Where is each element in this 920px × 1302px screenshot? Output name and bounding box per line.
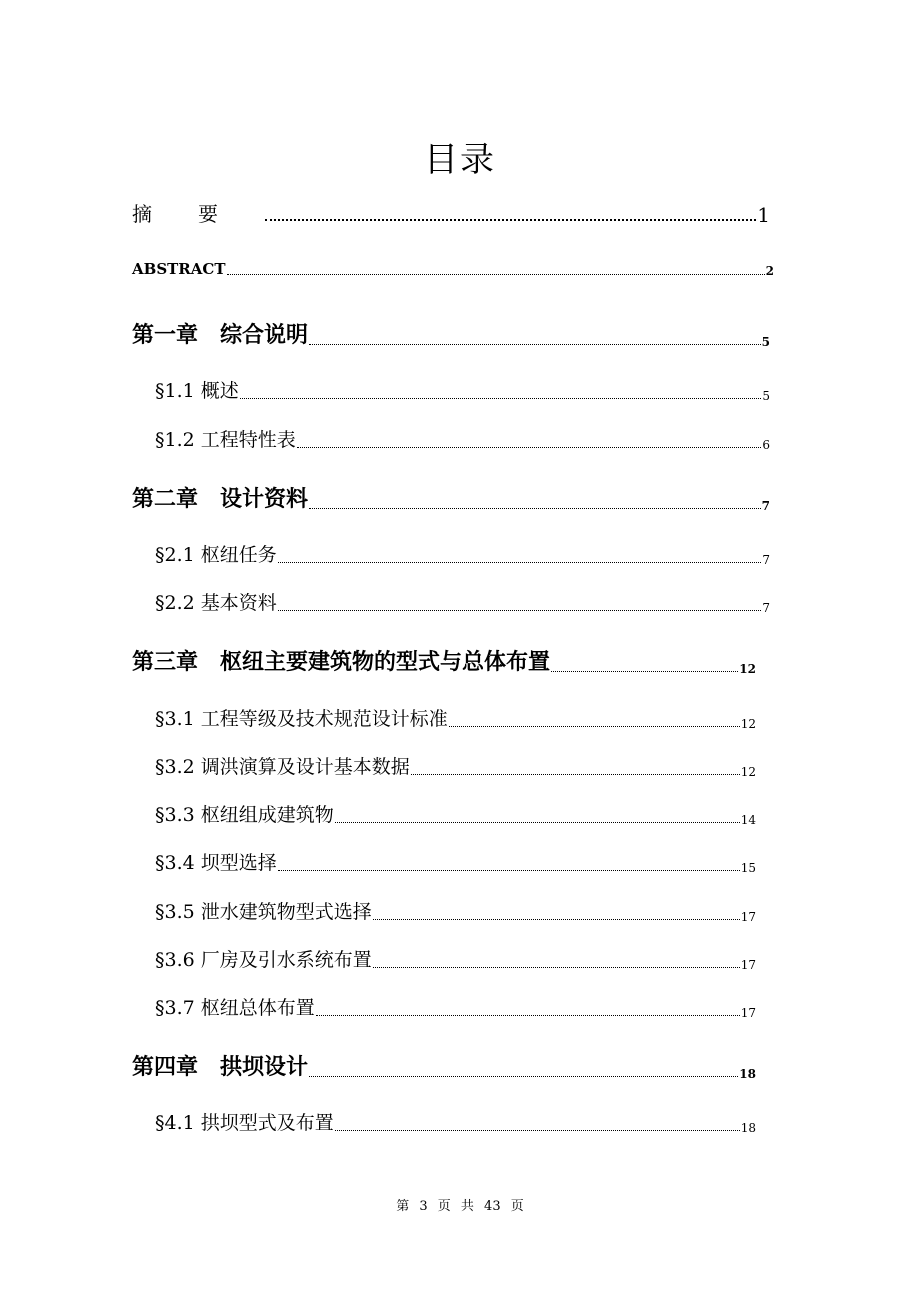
dot-leader <box>373 919 740 920</box>
toc-entry-page: 15 <box>740 861 756 875</box>
dot-leader <box>551 671 738 672</box>
toc-entry-abstract[interactable] <box>132 260 774 278</box>
toc-entry-label: §3.3 枢纽组成建筑物 <box>155 804 334 826</box>
toc-entry-page: 12 <box>740 717 756 731</box>
toc-entry-page: 5 <box>761 335 770 349</box>
toc-entry-label: §3.6 厂房及引水系统布置 <box>155 949 372 971</box>
dot-leader <box>278 610 762 611</box>
dot-leader <box>227 274 765 275</box>
dot-leader <box>265 219 756 221</box>
toc-entry-page: 14 <box>740 813 756 827</box>
toc-entry-section[interactable] <box>155 752 756 779</box>
dot-leader <box>309 1076 738 1077</box>
toc-entry-label: §3.2 调洪演算及设计基本数据 <box>155 756 410 778</box>
dot-leader <box>449 726 740 727</box>
toc-entry-page: 18 <box>740 1121 756 1135</box>
dot-leader <box>373 967 740 968</box>
toc-entry-section[interactable] <box>155 1108 756 1135</box>
toc-entry-label: §3.5 泄水建筑物型式选择 <box>155 901 372 923</box>
toc-entry-label: 摘要 <box>132 202 264 226</box>
toc-entry-page: 17 <box>740 910 756 924</box>
toc-title: 目录 <box>424 140 496 180</box>
toc-entry-label: §2.1 枢纽任务 <box>155 544 277 566</box>
toc-entry-label: §3.7 枢纽总体布置 <box>155 997 315 1019</box>
dot-leader <box>316 1015 740 1016</box>
toc-entry-page: 17 <box>740 1006 756 1020</box>
toc-entry-section[interactable] <box>155 540 770 567</box>
toc-entry-label: 第二章 设计资料 <box>132 486 309 512</box>
toc-entry-section[interactable] <box>155 945 756 972</box>
dot-leader <box>297 447 762 448</box>
dot-leader <box>411 774 740 775</box>
toc-entry-section[interactable] <box>155 425 770 452</box>
toc-entry-section[interactable] <box>155 993 756 1020</box>
toc-entry-page: 12 <box>739 662 756 676</box>
toc-entry-chapter[interactable] <box>132 482 770 513</box>
toc-entry-page: 17 <box>740 958 756 972</box>
toc-entry-label: §1.1 概述 <box>155 380 239 402</box>
toc-entry-section[interactable] <box>155 376 770 403</box>
toc-entry-section[interactable] <box>155 897 756 924</box>
dot-leader <box>278 870 740 871</box>
toc-entry-label: §3.1 工程等级及技术规范设计标准 <box>155 708 448 730</box>
toc-entry-label: 第四章 拱坝设计 <box>132 1054 309 1080</box>
toc-entry-page: 2 <box>765 264 774 278</box>
toc-entry-page: 5 <box>762 389 770 403</box>
toc-entry-label: 第一章 综合说明 <box>132 322 309 348</box>
toc-entry-page: 18 <box>739 1067 756 1081</box>
toc-entry-page: 1 <box>757 203 770 227</box>
toc-entry-section[interactable] <box>155 588 770 615</box>
toc-entry-page: 7 <box>761 499 770 513</box>
toc-entry-label: ABSTRACT <box>132 260 226 278</box>
dot-leader <box>240 398 762 399</box>
toc-entry-page: 7 <box>762 553 770 567</box>
toc-entry-label: §4.1 拱坝型式及布置 <box>155 1112 334 1134</box>
dot-leader <box>309 344 761 345</box>
toc-entry-section[interactable] <box>155 848 756 875</box>
toc-entry-section[interactable] <box>155 800 756 827</box>
toc-entry-chapter[interactable] <box>132 645 756 676</box>
toc-entry-page: 7 <box>762 601 770 615</box>
toc-entry-label: 第三章 枢纽主要建筑物的型式与总体布置 <box>132 649 551 675</box>
dot-leader <box>335 822 740 823</box>
toc-entry-chapter[interactable] <box>132 318 770 349</box>
toc-entry-section[interactable] <box>155 704 756 731</box>
dot-leader <box>309 508 761 509</box>
toc-entry-page: 12 <box>740 765 756 779</box>
toc-entry-page: 6 <box>762 438 770 452</box>
dot-leader <box>278 562 762 563</box>
dot-leader <box>335 1130 740 1131</box>
toc-entry-summary[interactable] <box>132 198 770 227</box>
page-footer: 第 3 页 共 43 页 <box>396 1199 524 1214</box>
toc-entry-label: §1.2 工程特性表 <box>155 429 296 451</box>
toc-entry-chapter[interactable] <box>132 1050 756 1081</box>
toc-entry-label: §2.2 基本资料 <box>155 592 277 614</box>
toc-entry-label: §3.4 坝型选择 <box>155 852 277 874</box>
